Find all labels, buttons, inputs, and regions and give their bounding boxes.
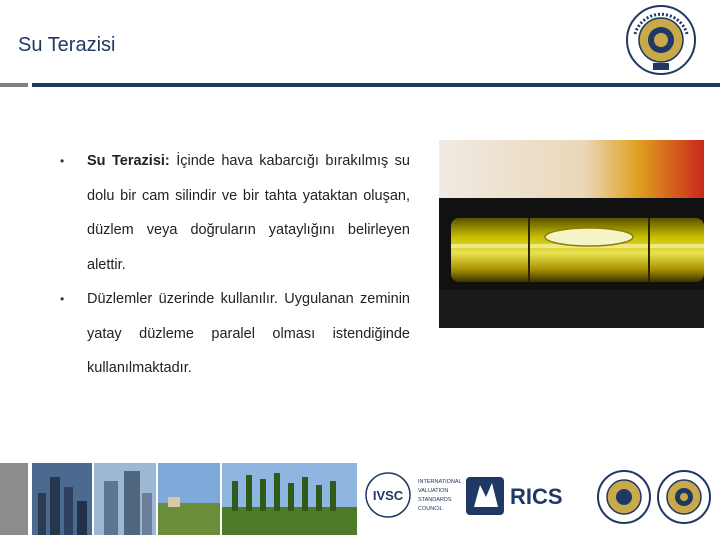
ankara-university-seal-small-icon <box>658 471 710 523</box>
footer-gray-block <box>0 463 28 535</box>
ivsc-line-3: STANDARDS <box>418 497 452 503</box>
rics-text: RICS <box>510 484 563 509</box>
footer-logos <box>362 463 720 535</box>
footer-photo-strip <box>32 463 357 535</box>
bullet-item-2 <box>60 282 410 386</box>
header-rule-blue <box>32 83 720 87</box>
bullet-item-1 <box>60 144 410 282</box>
slide-title: Su Terazisi <box>18 34 116 56</box>
ivsc-short-text: IVSC <box>372 488 404 503</box>
term-label: Su Terazisi: <box>87 153 170 169</box>
bullet-dot-icon: • <box>60 154 65 168</box>
bullet-dot-icon: • <box>60 292 65 306</box>
bullet-text-1: İçinde hava kabarcığı bırakılmış su dolu bir cam silindir ve bir tahta yataktan oluşan, düzlem veya doğruların yataylığını belirleyen alettir. <box>87 153 410 273</box>
ivsc-line-1: INTERNATIONAL <box>418 479 462 485</box>
content-text <box>60 144 410 386</box>
ivsc-line-2: VALUATION <box>418 488 449 494</box>
spirit-level-photo <box>439 140 704 328</box>
header-rule-gray <box>0 83 28 87</box>
bullet-text-2: Düzlemler üzerinde kullanılır. Uygulanan zeminin yatay düzleme paralel olması istendiğinde kullanılmaktadır. <box>87 291 410 376</box>
ivsc-line-4: COUNCIL <box>418 506 443 512</box>
ankara-university-seal-icon <box>623 4 699 76</box>
university-seal-small-icon <box>598 471 650 523</box>
